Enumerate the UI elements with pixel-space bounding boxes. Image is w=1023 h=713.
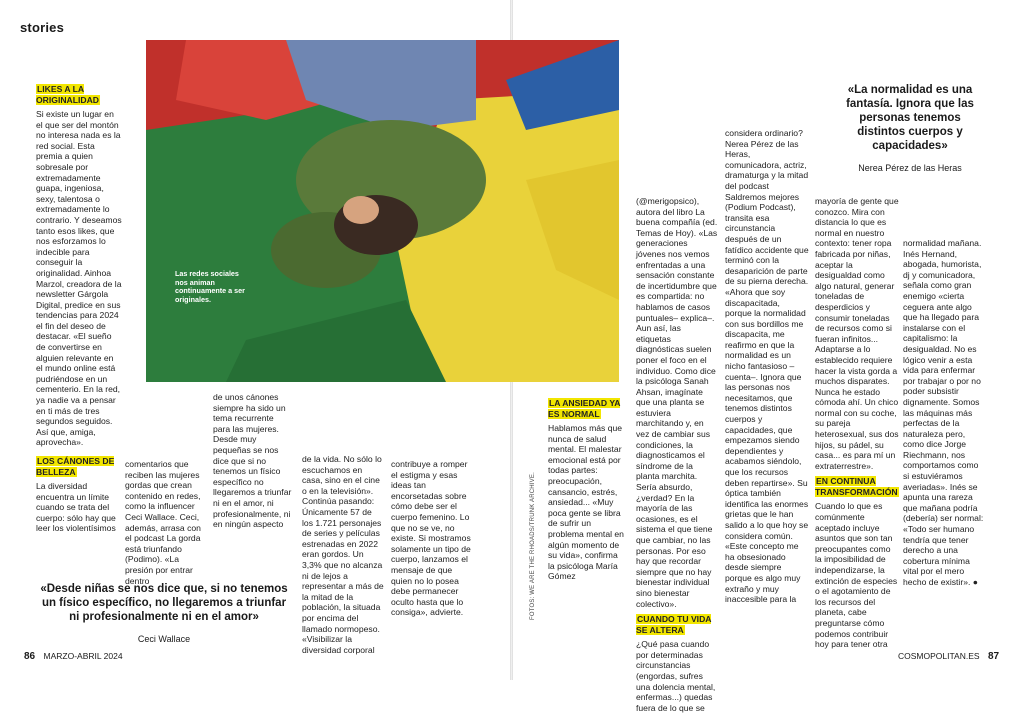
column-5-text: contribuye a romper el estigma y esas ideas tan encorsetadas sobre cómo debe ser el cuerpo femenino. Lo que no se ve, no existe. Si mostramos solamente un tipo de cuerpo, lanzamos el mensaje de que quien no lo posea debe permanecer oculto hasta que lo consiga», advierte. (391, 459, 471, 618)
column-9-text: mayoría de gente que conozco. Mira con distancia lo que es normal en nuestro contexto: tener ropa fabricada por niñas, aceptar la desigualdad como algo natural, generar toneladas de desperdicios y consumir toneladas de recursos como si fueran infinitos... Adaptarse a lo establecido requiere hacer la vista gorda a muchos disparates. Nunca he estado cómoda ahí. Un chico normal con su coche, su pareja heterosexual, sus dos hijos, su pádel, su casa... es para mí un extraterrestre». (815, 196, 899, 471)
photo-credit-text: FOTOS: WE ARE THE RHOADS/TRUNK ARCHIVE. (530, 472, 536, 620)
folio-left (24, 651, 123, 662)
page-number-right: 87 (987, 651, 1000, 662)
column-10-text: normalidad mañana. Inés Hernand, abogada, humorista, dj y comunicadora, señala como gran enemigo «cierta ceguera ante algo que ha llegado para instalarse con el capitalismo: la desigualdad. No es lógico venir a esta vida para enfermar por trabajar o por no poder subsistir dignamente. Somos las máquinas más perfectas de la naturaleza pero, como dice Jorge Riechmann, nos comportamos como si estuviéramos averiadas». Inés se apunta una rareza que mañana podría (debería) ser normal: «Todo ser humano tendría que tener derecho a una cobertura mínima vital por el mero hecho de existir». ● (903, 238, 984, 587)
folio-right (898, 651, 999, 662)
photo-credit (530, 470, 540, 620)
section-label: stories (20, 20, 65, 35)
column-1-text-2: La diversidad encuentra un límite cuando se trata del cuerpo: sólo hay que leer los violentísimos (36, 481, 116, 534)
pull-quote-right-text: «La normalidad es una fantasía. Ignora que las personas tenemos distintos cuerpos y capacidades» (846, 84, 974, 152)
column-6-text: Hablamos más que nunca de salud mental. El malestar emocional está por todas partes: preocupación, cansancio, estrés, ansiedad... «Muy poca gente se libra de sufrir un problema mental en algún momento de su vida», confirma la psicóloga María Gómez (548, 423, 624, 582)
page-number-left: 86 (24, 651, 36, 662)
column-3-text: de unos cánones siempre ha sido un tema recurrente para las mujeres. Desde muy pequeñas se nos dice que si no tenemos un físico específico no llegaremos a triunfar ni en el amor, ni profesionalmente, ni en ningún aspecto (213, 392, 292, 530)
subhead-canones: LOS CÁNONES DE BELLEZA (36, 456, 115, 477)
pull-quote-left (36, 582, 292, 646)
column-1-text: Si existe un lugar en el que ser del montón no interesa nada es la red social. Esta premia a quien sobresale por extremadamente guapa, ingeniosa, sexy, talentosa o extremadamente lo contrario. Y deseamos tanto esos likes, que nos esforzamos lo indecible para conseguir la originalidad. Ainhoa Marzol, creadora de la newsletter Gárgola Digital, predice en sus tendencias para 2024 el fin del deseo de destacar. «El sueño de convertirse en alguien relevante en el mundo online está pudriéndose en un cementerio. En la red, ya nadie va a pensar en ti más de tres segundos seguidos. Así que, amiga, aprovecha». (36, 109, 122, 448)
subhead-likes: LIKES A LA ORIGINALIDAD (36, 84, 100, 105)
subhead-vida: CUANDO TU VIDA SE ALTERA (636, 614, 712, 636)
subhead-transformacion: EN CONTINUA TRANSFORMACIÓN (815, 476, 898, 498)
feature-photo (146, 40, 619, 382)
subhead-ansiedad: LA ANSIEDAD YA ES NORMAL (548, 398, 621, 419)
column-2-text: comentarios que reciben las mujeres gordas que crean contenido en redes, como la influencer Ceci Wallace. Ceci, además, arrasa con el podcast La gorda está triunfando (Podimo). «La presión por entrar dentro (125, 459, 201, 586)
issue-date: MARZO-ABRIL 2024 (43, 651, 123, 661)
pull-quote-left-text: «Desde niñas se nos dice que, si no tenemos un físico específico, no llegaremos a triunfar ni profesionalmente ni en el amor» (40, 583, 288, 623)
site-name: COSMOPOLITAN.ES (898, 651, 980, 661)
column-10 (903, 238, 987, 598)
column-7-text: (@merigopsico), autora del libro La buena compañía (ed. Temas de Hoy). «Las generaciones jóvenes nos vemos enfrentadas a una sensación constante de incertidumbre que es compartida: no hablamos de casos puntuales– explica–. Aun así, las etiquetas diagnósticas suelen poner el foco en el individuo. Como dice la psicóloga Sanah Ahsan, imagínate que una planta se estuviera marchitando y, en vez de cambiar sus condiciones, la diagnosticamos el síndrome de la planta marchita. Sería absurdo, ¿verdad? En la mayoría de las ocasiones, es el sistema el que tiene que cambiar, no las personas. Por eso hay que recordar siempre que no hay bienestar individual sino bienestar colectivo». (636, 196, 718, 609)
flags-photo-illustration (146, 40, 619, 382)
pull-quote-left-author: Ceci Wallace (137, 634, 191, 644)
column-7-text-2: ¿Qué pasa cuando por determinadas circunstancias (engordas, sufres una dolencia mental, enfermas...) quedas fuera de lo que se (636, 639, 716, 713)
photo-face (343, 196, 379, 224)
photo-caption: Las redes sociales nos animan continuamente a ser originales. (175, 269, 245, 304)
column-1 (36, 84, 122, 534)
pull-quote-right-author: Nerea Pérez de las Heras (858, 163, 962, 173)
column-7 (636, 196, 718, 713)
column-2 (125, 459, 209, 586)
column-3 (213, 392, 293, 530)
column-4 (302, 454, 384, 655)
column-4-text: de la vida. No sólo lo escuchamos en casa, sino en el cine o en la televisión». Continúa pasando: Únicamente 57 de los 1.721 personajes de series y películas estrenadas en 2022 eran gordos. Un 3,3% que no alcanza ni de lejos a representar a más de la mitad de la población, la situada por encima del llamado normopeso. «Visibilizar la diversidad corporal (302, 454, 384, 655)
column-6 (548, 398, 626, 592)
column-8 (725, 128, 809, 605)
pull-quote-right (835, 83, 985, 175)
column-9-text-2: Cuando lo que es comúnmente aceptado incluye asuntos que son tan preocupantes como la imposibilidad de independizarse, la extinción de especies o el agotamiento de los recursos del planeta, cabe preguntarse cómo podemos contribuir hoy para tener otra (815, 501, 898, 650)
column-9 (815, 196, 899, 650)
column-8-text: considera ordinario? Nerea Pérez de las Heras, comunicadora, actriz, dramaturga y la mitad del podcast Saldremos mejores (Podium Podcast), transita esa circunstancia después de un fatídico accidente que terminó con la desaparición de parte de su pierna derecha. «Ahora que soy discapacitada, porque la normalidad con sus bordillos me discapacita, me reafirmo en que la normalidad es un nicho fantasioso –cuenta–. Ignora que las personas nos necesitamos, que tenemos distintos cuerpos y capacidades, que empezamos siendo dependientes y acabamos siéndolo, que los recursos deben repartirse». Su óptica también identifica las enormes grietas que le han salido a lo que hoy se considera común. «Este concepto me ha obsesionado desde siempre porque es algo muy extraño y muy inaccesible para la (725, 128, 809, 605)
column-5 (391, 459, 471, 618)
